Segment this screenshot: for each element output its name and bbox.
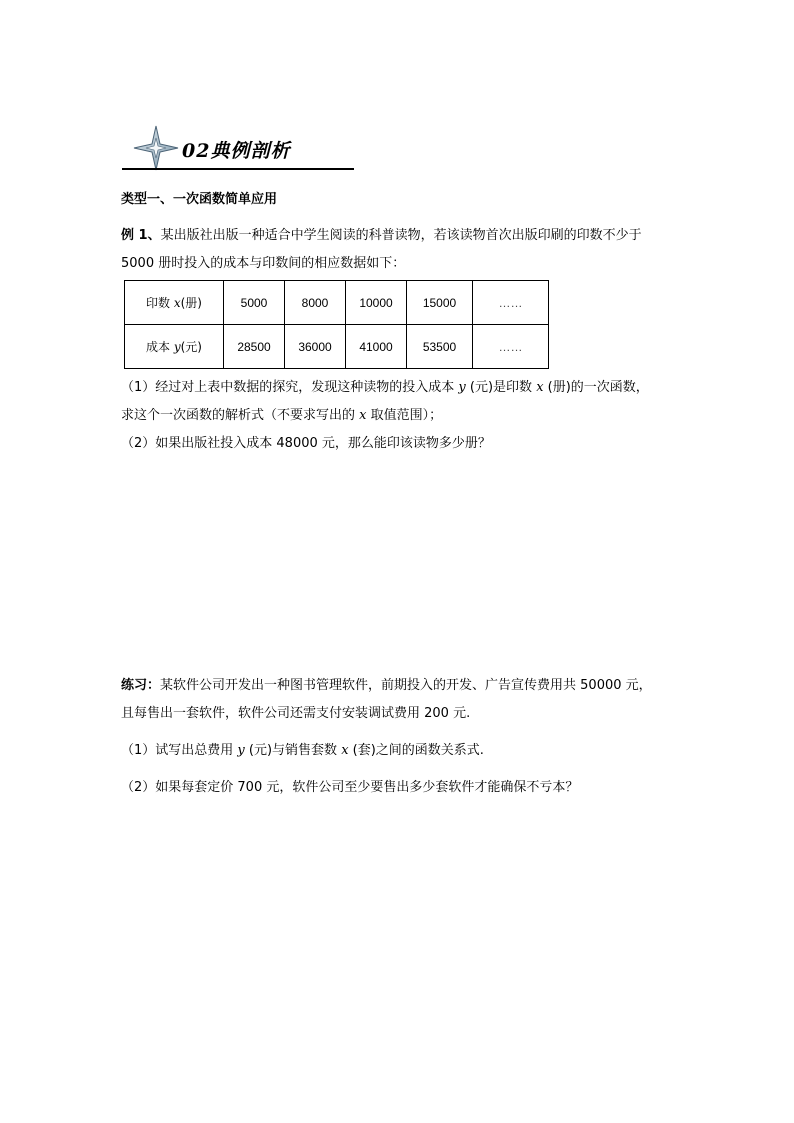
data-table — [124, 280, 549, 369]
table-cell: …… — [473, 281, 549, 325]
row-header-cost: 成本 y(元) — [125, 325, 224, 369]
example1-question1-line1: （1）经过对上表中数据的探究，发现这种读物的投入成本 y (元)是印数 x (册)的一次函数， — [121, 380, 649, 395]
row-header-print-count: 印数 x(册) — [125, 281, 224, 325]
example1-question2: （2）如果出版社投入成本 48000 元，那么能印该读物多少册？ — [121, 436, 491, 451]
table-cell: …… — [473, 325, 549, 369]
table-row — [125, 325, 549, 369]
table-cell: 53500 — [407, 325, 473, 369]
example1-line2: 5000 册时投入的成本与印数间的相应数据如下： — [121, 256, 406, 271]
example1-line1 — [121, 226, 642, 246]
table-cell: 41000 — [346, 325, 407, 369]
table-cell: 28500 — [224, 325, 285, 369]
practice-question2: （2）如果每套定价 700 元，软件公司至少要售出多少套软件才能确保不亏本？ — [121, 780, 579, 795]
practice-line1: 练习：某软件公司开发出一种图书管理软件，前期投入的开发、广告宣传费用共 50000 元， — [121, 678, 652, 693]
section-title: 类型一、一次函数简单应用 — [121, 192, 278, 207]
table-cell: 5000 — [224, 281, 285, 325]
practice-question1: （1）试写出总费用 y (元)与销售套数 x (套)之间的函数关系式. — [121, 743, 484, 758]
practice-line2: 且每售出一套软件，软件公司还需支付安装调试费用 200 元. — [121, 706, 471, 721]
table-cell: 10000 — [346, 281, 407, 325]
example1-question1-line2: 求这个一次函数的解析式（不要求写出的 x 取值范围）； — [121, 408, 443, 423]
header-title: 02典例剖析 — [182, 140, 291, 162]
table-cell: 8000 — [285, 281, 346, 325]
example1-label: 例 1、 — [121, 228, 161, 243]
example1-text1: 某出版社出版一种适合中学生阅读的科普读物，若该读物首次出版印刷的印数不少于 — [160, 228, 642, 243]
practice-label: 练习： — [121, 678, 161, 693]
section-header — [122, 124, 354, 174]
table-cell: 15000 — [407, 281, 473, 325]
header-underline — [122, 168, 354, 170]
star-icon — [132, 124, 180, 172]
table-cell: 36000 — [285, 325, 346, 369]
table-row — [125, 281, 549, 325]
